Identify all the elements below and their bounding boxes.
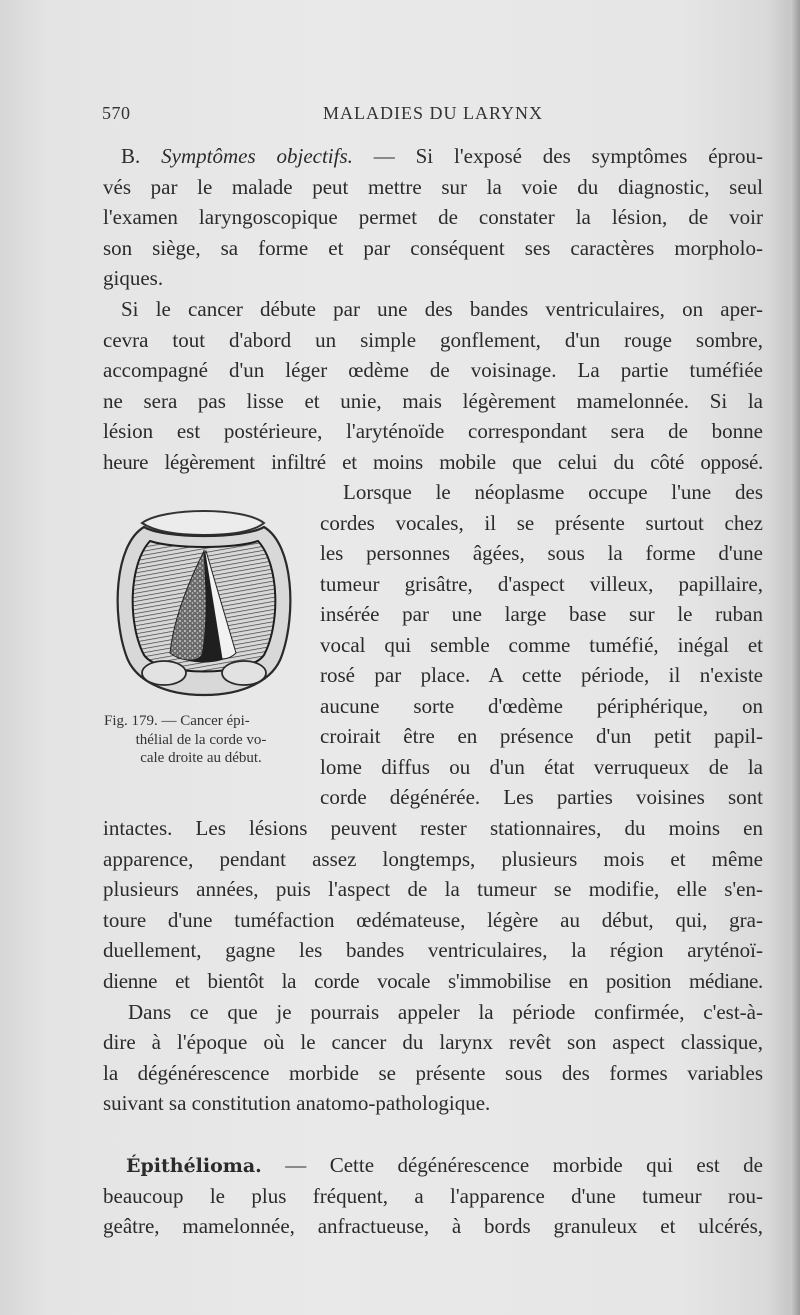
paragraph-b-heading: Symptômes objectifs. bbox=[161, 144, 353, 168]
paragraph-b-line-3: l'examen laryngoscopique permet de constater la lésion, de voir bbox=[103, 205, 763, 229]
paragraph-4-line-1: Dans ce que je pourrais appeler la période confirmée, c'est-à- bbox=[128, 1000, 763, 1024]
paragraph-3-line-15: toure d'une tuméfaction œdémateuse, légère au début, qui, gra- bbox=[103, 908, 763, 932]
larynx-drawing bbox=[104, 505, 304, 705]
larynx-illustration bbox=[104, 505, 304, 705]
caption-line-2: thélial de la corde vo- bbox=[135, 731, 267, 748]
paragraph-3-line-6: vocal qui semble comme tuméfié, inégal et bbox=[320, 633, 763, 657]
paragraph-5-line-1: Épithélioma. — Cette dégénérescence morbide qui est de bbox=[126, 1153, 763, 1177]
caption-line-1: Fig. 179. — Cancer épi- bbox=[104, 713, 250, 729]
paragraph-5-line-3: geâtre, mamelonnée, anfractueuse, à bords granuleux et ulcérés, bbox=[103, 1214, 763, 1238]
paragraph-4-line-4: suivant sa constitution anatomo-pathologique. bbox=[103, 1091, 491, 1115]
paragraph-3-line-11: corde dégénérée. Les parties voisines sont bbox=[320, 785, 763, 809]
paragraph-2-line-4: ne sera pas lisse et unie, mais légèrement mamelonnée. Si la bbox=[103, 389, 763, 413]
paragraph-3-line-5: insérée par une large base sur le ruban bbox=[320, 602, 763, 626]
paragraph-2-line-6: heure légèrement infiltré et moins mobile que celui du côté opposé. bbox=[103, 450, 763, 474]
paragraph-3-line-14: plusieurs années, puis l'aspect de la tumeur se modifie, elle s'en- bbox=[103, 877, 763, 901]
paragraph-5-heading: Épithélioma. bbox=[126, 1155, 262, 1177]
running-header bbox=[102, 103, 764, 127]
paragraph-4-line-2: dire à l'époque où le cancer du larynx revêt son aspect classique, bbox=[103, 1030, 763, 1054]
paragraph-b-label: B. bbox=[121, 144, 141, 168]
paragraph-4-line-3: la dégénérescence morbide se présente sous des formes variables bbox=[103, 1061, 763, 1085]
paragraph-2-line-3: accompagné d'un léger œdème de voisinage. La partie tuméfiée bbox=[103, 358, 763, 382]
paragraph-b-line-2: vés par le malade peut mettre sur la voie du diagnostic, seul bbox=[103, 175, 763, 199]
paragraph-3-line-10: lome diffus ou d'un état verruqueux de la bbox=[320, 755, 763, 779]
paragraph-b-line-5: giques. bbox=[103, 266, 164, 290]
paragraph-3-line-17: dienne et bientôt la corde vocale s'immobilise en position médiane. bbox=[103, 969, 763, 993]
running-title: MALADIES DU LARYNX bbox=[323, 103, 543, 123]
page-edge-shadow bbox=[790, 0, 800, 1315]
paragraph-3-line-4: tumeur grisâtre, d'aspect villeux, papillaire, bbox=[320, 572, 763, 596]
paragraph-2-line-2: cevra tout d'abord un simple gonflement, d'un rouge sombre, bbox=[103, 328, 763, 352]
paragraph-b-line-1: B. Symptômes objectifs. — Si l'exposé des symptômes éprou- bbox=[121, 144, 763, 168]
paragraph-2-line-1: Si le cancer débute par une des bandes ventriculaires, on aper- bbox=[121, 297, 763, 321]
paragraph-3-line-7: rosé par place. A cette période, il n'existe bbox=[320, 663, 763, 687]
paragraph-3-line-9: croirait être en présence d'un petit papil- bbox=[320, 724, 763, 748]
paragraph-5-line-2: beaucoup le plus fréquent, a l'apparence d'une tumeur rou- bbox=[103, 1184, 763, 1208]
caption-line-3: cale droite au début. bbox=[140, 750, 262, 766]
paragraph-3-line-1: Lorsque le néoplasme occupe l'une des bbox=[343, 480, 763, 504]
paragraph-2-line-5: lésion est postérieure, l'aryténoïde correspondant sera de bonne bbox=[103, 419, 763, 443]
paragraph-3-line-8: aucune sorte d'œdème périphérique, on bbox=[320, 694, 763, 718]
paragraph-3-line-13: apparence, pendant assez longtemps, plusieurs mois et même bbox=[103, 847, 763, 871]
figure-caption bbox=[104, 712, 298, 768]
page-number: 570 bbox=[102, 103, 131, 123]
paragraph-3-line-2: cordes vocales, il se présente surtout chez bbox=[320, 511, 763, 535]
paragraph-3-line-12: intactes. Les lésions peuvent rester stationnaires, du moins en bbox=[103, 816, 763, 840]
paragraph-3-line-3: les personnes âgées, sous la forme d'une bbox=[320, 541, 763, 565]
paragraph-b-line-4: son siège, sa forme et par conséquent ses caractères morpholo- bbox=[103, 236, 763, 260]
paragraph-3-line-16: duellement, gagne les bandes ventriculaires, la région aryténoï- bbox=[103, 938, 763, 962]
